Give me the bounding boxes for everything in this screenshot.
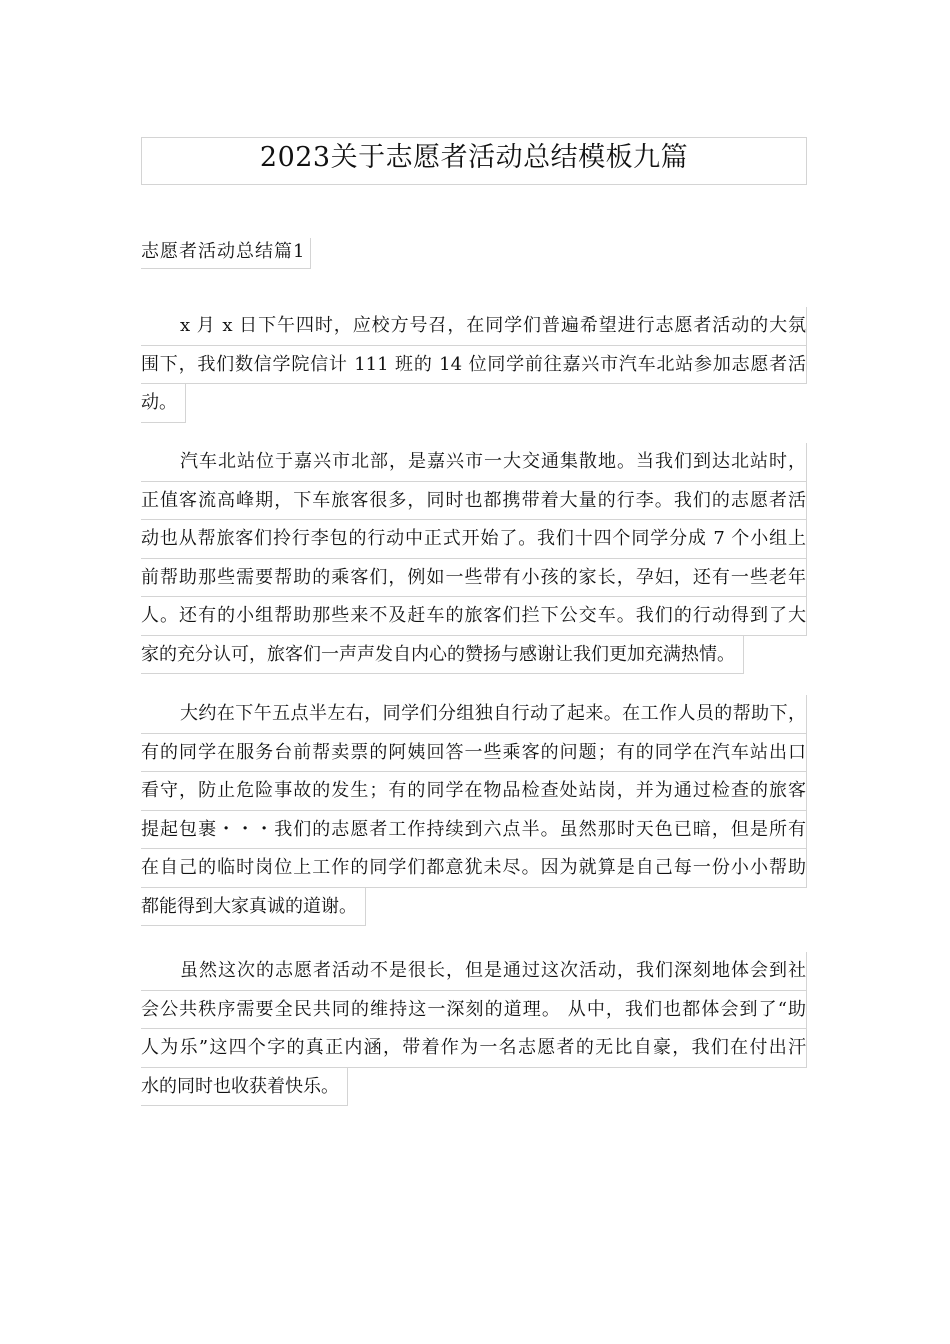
paragraph-3 bbox=[141, 695, 807, 926]
paragraph-line: 人为乐”这四个字的真正内涵，带着作为一名志愿者的无比自豪，我们在付出汗 bbox=[141, 1029, 807, 1068]
paragraph-line: 有的同学在服务台前帮卖票的阿姨回答一些乘客的问题；有的同学在汽车站出口 bbox=[141, 734, 807, 773]
paragraph-2 bbox=[141, 443, 807, 674]
paragraph-line: 正值客流高峰期，下车旅客很多，同时也都携带着大量的行李。我们的志愿者活 bbox=[141, 482, 807, 521]
paragraph-line: 虽然这次的志愿者活动不是很长，但是通过这次活动，我们深刻地体会到社 bbox=[141, 952, 807, 991]
paragraph-line: 汽车北站位于嘉兴市北部，是嘉兴市一大交通集散地。当我们到达北站时， bbox=[141, 443, 807, 482]
paragraph-line: 在自己的临时岗位上工作的同学们都意犹未尽。因为就算是自己每一份小小帮助 bbox=[141, 849, 807, 888]
document-title: 2023关于志愿者活动总结模板九篇 bbox=[141, 137, 807, 185]
paragraph-line: 提起包裹・・・我们的志愿者工作持续到六点半。虽然那时天色已暗，但是所有 bbox=[141, 811, 807, 850]
paragraph-line: 动也从帮旅客们拎行李包的行动中正式开始了。我们十四个同学分成 7 个小组上 bbox=[141, 520, 807, 559]
paragraph-line: 都能得到大家真诚的道谢。 bbox=[141, 888, 366, 927]
paragraph-line: x 月 x 日下午四时，应校方号召，在同学们普遍希望进行志愿者活动的大氛 bbox=[141, 307, 807, 346]
paragraph-line: 水的同时也收获着快乐。 bbox=[141, 1068, 348, 1107]
section-heading: 志愿者活动总结篇1 bbox=[141, 238, 311, 269]
paragraph-line: 围下，我们数信学院信计 111 班的 14 位同学前往嘉兴市汽车北站参加志愿者活 bbox=[141, 346, 807, 385]
paragraph-line: 人。还有的小组帮助那些来不及赶车的旅客们拦下公交车。我们的行动得到了大 bbox=[141, 597, 807, 636]
paragraph-line: 会公共秩序需要全民共同的维持这一深刻的道理。 从中，我们也都体会到了“助 bbox=[141, 991, 807, 1030]
paragraph-line: 动。 bbox=[141, 384, 186, 423]
paragraph-line: 看守，防止危险事故的发生；有的同学在物品检查处站岗，并为通过检查的旅客 bbox=[141, 772, 807, 811]
paragraph-4 bbox=[141, 952, 807, 1106]
paragraph-1 bbox=[141, 307, 807, 423]
paragraph-line: 大约在下午五点半左右，同学们分组独自行动了起来。在工作人员的帮助下， bbox=[141, 695, 807, 734]
paragraph-line: 前帮助那些需要帮助的乘客们，例如一些带有小孩的家长，孕妇，还有一些老年 bbox=[141, 559, 807, 598]
paragraph-line: 家的充分认可，旅客们一声声发自内心的赞扬与感谢让我们更加充满热情。 bbox=[141, 636, 744, 675]
